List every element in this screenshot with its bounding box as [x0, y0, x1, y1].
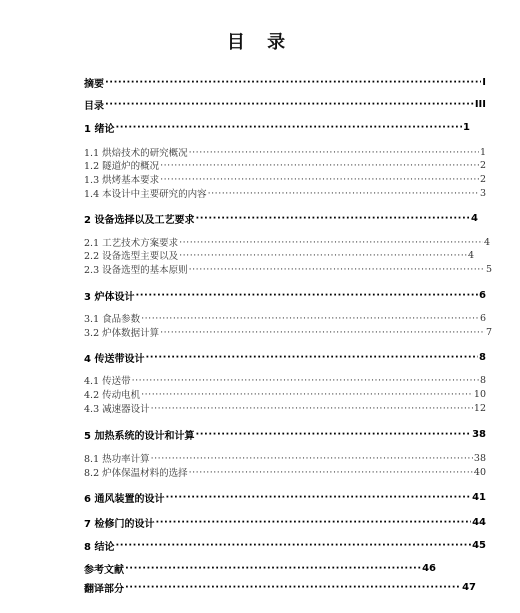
toc-entry[interactable]	[84, 387, 486, 401]
toc-entry-page: 2	[479, 159, 486, 171]
toc-entry-page: 10	[473, 388, 486, 400]
toc-entry-label: 8.2 炉体保温材料的选择	[84, 468, 188, 479]
toc-dot-leader	[208, 188, 479, 199]
toc-entry-page: 6	[479, 289, 486, 301]
toc-entry-label: 1.2 隧道炉的概况	[84, 161, 160, 172]
toc-entry-label: 4.1 传送带	[84, 376, 131, 387]
toc-entry-page: 2	[479, 173, 486, 185]
toc-dot-leader	[151, 403, 473, 414]
toc-entry-label: 2.2 设备选型主要以及	[84, 251, 179, 262]
toc-entry[interactable]	[84, 186, 486, 200]
toc-entry[interactable]	[84, 120, 470, 134]
toc-dot-leader	[132, 375, 479, 386]
toc-entry-label: 4 传送带设计	[84, 353, 145, 364]
toc-entry-label: 1.4 本设计中主要研究的内容	[84, 189, 207, 200]
toc-entry-label: 翻译部分	[84, 583, 124, 594]
toc-dot-leader	[105, 77, 481, 88]
toc-entry[interactable]	[84, 427, 486, 441]
toc-entry[interactable]	[84, 515, 486, 529]
toc-dot-leader	[179, 237, 483, 248]
toc-entry-page: 47	[462, 581, 476, 593]
toc-entry-label: 7 检修门的设计	[84, 518, 155, 529]
toc-entry-page: 40	[473, 466, 486, 478]
toc-entry-label: 8 结论	[84, 541, 115, 552]
toc-entry-page: 3	[479, 187, 486, 199]
toc-dot-leader	[115, 540, 471, 551]
toc-entry[interactable]	[84, 325, 492, 339]
toc-dot-leader	[135, 290, 478, 301]
toc-entry-page: 4	[471, 212, 478, 224]
toc-entry-page: 5	[485, 263, 492, 275]
toc-entry[interactable]	[84, 580, 476, 594]
toc-entry-label: 1.1 烘焙技术的研究概况	[84, 148, 188, 159]
toc-dot-leader	[179, 250, 467, 261]
toc-dot-leader	[189, 264, 485, 275]
toc-entry-label: 3.1 食品参数	[84, 314, 141, 325]
toc-entry[interactable]	[84, 538, 486, 552]
toc-entry-label: 1.3 烘烤基本要求	[84, 175, 160, 186]
toc-entry-label: 2.1 工艺技术方案要求	[84, 238, 179, 249]
toc-dot-leader	[189, 467, 473, 478]
toc-entry-label: 2.3 设备选型的基本原则	[84, 265, 188, 276]
toc-dot-leader	[125, 582, 461, 593]
toc-entry[interactable]	[84, 451, 486, 465]
toc-entry-page: 1	[463, 121, 470, 133]
toc-dot-leader	[189, 147, 479, 158]
toc-dot-leader	[105, 99, 474, 110]
toc-entry[interactable]	[84, 288, 486, 302]
toc-dot-leader	[141, 313, 479, 324]
toc-entry[interactable]	[84, 248, 474, 262]
toc-dot-leader	[160, 327, 485, 338]
page-title: 目 录	[226, 32, 294, 53]
toc-dot-leader	[151, 453, 473, 464]
toc-entry[interactable]	[84, 158, 486, 172]
toc-entry-label: 4.3 减速器设计	[84, 404, 150, 415]
toc-entry-label: 5 加热系统的设计和计算	[84, 430, 195, 441]
toc-dot-leader	[141, 389, 473, 400]
toc-entry[interactable]	[84, 373, 486, 387]
toc-dot-leader	[160, 174, 479, 185]
toc-entry-page: 12	[473, 402, 486, 414]
toc-entry-label: 2 设备选择以及工艺要求	[84, 214, 195, 225]
toc-entry-label: 3 炉体设计	[84, 291, 135, 302]
toc-entry-page: 1	[479, 146, 486, 158]
toc-entry[interactable]	[84, 262, 492, 276]
toc-dot-leader	[160, 160, 479, 171]
toc-entry[interactable]	[84, 311, 486, 325]
toc-entry[interactable]	[84, 561, 436, 575]
toc-entry-page: 4	[467, 249, 474, 261]
toc-entry-page: 8	[479, 374, 486, 386]
toc-entry-label: 3.2 炉体数据计算	[84, 328, 160, 339]
toc-entry[interactable]	[84, 172, 486, 186]
toc-entry[interactable]	[84, 145, 486, 159]
toc-entry-page: I	[482, 76, 486, 88]
toc-entry[interactable]	[84, 401, 486, 415]
toc-dot-leader	[195, 429, 471, 440]
toc-entry[interactable]	[84, 490, 486, 504]
toc-entry-page: III	[474, 98, 486, 110]
toc-entry[interactable]	[84, 465, 486, 479]
toc-dot-leader	[155, 517, 471, 528]
toc-dot-leader	[195, 213, 470, 224]
toc-dot-leader	[165, 492, 471, 503]
toc-entry-page: 38	[472, 428, 486, 440]
toc-entry-page: 45	[472, 539, 486, 551]
toc-dot-leader	[115, 122, 462, 133]
toc-dot-leader	[145, 352, 478, 363]
toc-entry-page: 7	[485, 326, 492, 338]
toc-entry-page: 46	[422, 562, 436, 574]
toc-entry-label: 1 绪论	[84, 123, 115, 134]
toc-entry-label: 目录	[84, 100, 104, 111]
toc-entry-page: 8	[479, 351, 486, 363]
toc-entry-page: 38	[473, 452, 486, 464]
toc-entry[interactable]	[84, 97, 486, 111]
toc-entry-page: 4	[483, 236, 490, 248]
toc-entry-page: 6	[479, 312, 486, 324]
toc-entry-page: 41	[472, 491, 486, 503]
toc-entry-page: 44	[472, 516, 486, 528]
toc-entry-label: 6 通风装置的设计	[84, 493, 165, 504]
toc-entry[interactable]	[84, 211, 478, 225]
toc-entry-label: 4.2 传动电机	[84, 390, 141, 401]
toc-entry[interactable]	[84, 75, 486, 89]
toc-entry[interactable]	[84, 235, 490, 249]
toc-entry-label: 参考文献	[84, 564, 124, 575]
toc-dot-leader	[125, 563, 421, 574]
toc-entry-label: 摘要	[84, 78, 104, 89]
toc-entry[interactable]	[84, 350, 486, 364]
toc-entry-label: 8.1 热功率计算	[84, 454, 150, 465]
